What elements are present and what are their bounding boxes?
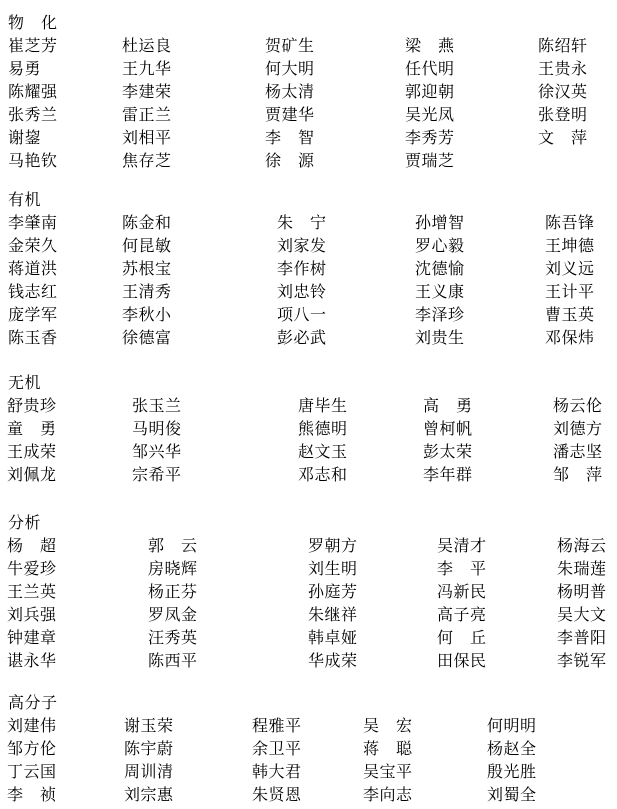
person-name: 孙增智 [415, 213, 465, 232]
name-row [0, 397, 617, 420]
name-row [0, 466, 617, 489]
person-name: 王贵永 [538, 59, 588, 78]
person-name: 杜运良 [122, 36, 172, 55]
person-name: 王坤德 [545, 236, 595, 255]
person-name: 高子亮 [437, 605, 487, 624]
person-name: 贾瑞芝 [405, 151, 455, 170]
person-name: 李作树 [277, 259, 327, 278]
person-name: 刘佩龙 [7, 465, 57, 484]
person-name: 王计平 [545, 282, 595, 301]
person-name: 韩卓娅 [308, 628, 358, 647]
person-name: 刘兵强 [7, 605, 57, 624]
person-name: 宗希平 [132, 465, 182, 484]
person-name: 陈金和 [122, 213, 172, 232]
person-name: 朱 宁 [277, 213, 327, 232]
person-name: 余卫平 [252, 739, 302, 758]
person-name: 陈耀强 [8, 82, 58, 101]
person-name: 杨正芬 [148, 582, 198, 601]
person-name: 邹方伦 [7, 739, 57, 758]
person-name: 邹兴华 [132, 442, 182, 461]
person-name: 刘家发 [277, 236, 327, 255]
name-row [0, 260, 617, 283]
name-row [0, 629, 617, 652]
person-name: 牛爱珍 [7, 559, 57, 578]
person-name: 谢玉荣 [124, 716, 174, 735]
section-title: 无机 [8, 373, 42, 392]
person-name: 朱贤恩 [252, 785, 302, 804]
person-name: 郭迎朝 [405, 82, 455, 101]
name-row [0, 717, 617, 740]
person-name: 王成荣 [7, 442, 57, 461]
person-name: 何昆敏 [122, 236, 172, 255]
name-row [0, 560, 617, 583]
section-title: 高分子 [8, 693, 58, 712]
person-name: 朱瑞莲 [557, 559, 607, 578]
person-name: 陈宇蔚 [124, 739, 174, 758]
person-name: 何明明 [487, 716, 537, 735]
person-name: 周训清 [124, 762, 174, 781]
section-title: 分析 [8, 513, 42, 532]
person-name: 庞学军 [8, 305, 58, 324]
person-name: 杨明普 [557, 582, 607, 601]
person-name: 华成荣 [308, 651, 358, 670]
person-name: 李秋小 [122, 305, 172, 324]
name-row [0, 537, 617, 560]
name-row [0, 763, 617, 786]
person-name: 程雅平 [252, 716, 302, 735]
person-name: 殷光胜 [487, 762, 537, 781]
person-name: 刘生明 [308, 559, 358, 578]
person-name: 刘忠铃 [277, 282, 327, 301]
person-name: 焦存芝 [122, 151, 172, 170]
person-name: 李锐军 [557, 651, 607, 670]
person-name: 徐德富 [122, 328, 172, 347]
person-name: 钱志红 [8, 282, 58, 301]
name-row [0, 443, 617, 466]
person-name: 朱继祥 [308, 605, 358, 624]
person-name: 刘蜀全 [487, 785, 537, 804]
name-row [0, 214, 617, 237]
name-row [0, 106, 617, 129]
person-name: 邓保炜 [545, 328, 595, 347]
person-name: 邹 萍 [553, 465, 603, 484]
person-name: 孙庭芳 [308, 582, 358, 601]
person-name: 刘义远 [545, 259, 595, 278]
person-name: 舒贵珍 [7, 396, 57, 415]
person-name: 任代明 [405, 59, 455, 78]
person-name: 彭必武 [277, 328, 327, 347]
person-name: 丁云国 [7, 762, 57, 781]
name-row [0, 652, 617, 675]
person-name: 何大明 [265, 59, 315, 78]
person-name: 曹玉英 [545, 305, 595, 324]
person-name: 刘宗惠 [124, 785, 174, 804]
person-name: 谢鋆 [8, 128, 42, 147]
person-name: 项八一 [277, 305, 327, 324]
person-name: 李泽珍 [415, 305, 465, 324]
person-name: 邓志和 [298, 465, 348, 484]
person-name: 钟建章 [7, 628, 57, 647]
person-name: 王义康 [415, 282, 465, 301]
person-name: 苏根宝 [122, 259, 172, 278]
person-name: 何 丘 [437, 628, 487, 647]
name-row [0, 237, 617, 260]
person-name: 曾柯帆 [423, 419, 473, 438]
person-name: 文 萍 [538, 128, 588, 147]
person-name: 谌永华 [7, 651, 57, 670]
person-name: 吴清才 [437, 536, 487, 555]
person-name: 易勇 [8, 59, 42, 78]
person-name: 刘德方 [553, 419, 603, 438]
person-name: 熊德明 [298, 419, 348, 438]
person-name: 李秀芳 [405, 128, 455, 147]
person-name: 张玉兰 [132, 396, 182, 415]
name-row [0, 283, 617, 306]
person-name: 郭 云 [148, 536, 198, 555]
person-name: 陈吾锋 [545, 213, 595, 232]
person-name: 李建荣 [122, 82, 172, 101]
person-name: 雷正兰 [122, 105, 172, 124]
person-name: 汪秀英 [148, 628, 198, 647]
person-name: 杨太清 [265, 82, 315, 101]
person-name: 梁 燕 [405, 36, 455, 55]
person-name: 陈西平 [148, 651, 198, 670]
person-name: 陈玉香 [8, 328, 58, 347]
name-row [0, 606, 617, 629]
person-name: 唐毕生 [298, 396, 348, 415]
person-name: 冯新民 [437, 582, 487, 601]
person-name: 田保民 [437, 651, 487, 670]
person-name: 刘建伟 [7, 716, 57, 735]
section-title: 物 化 [8, 13, 58, 32]
person-name: 彭太荣 [423, 442, 473, 461]
person-name: 马艳钦 [8, 151, 58, 170]
person-name: 贺矿生 [265, 36, 315, 55]
name-row [0, 37, 617, 60]
person-name: 张登明 [538, 105, 588, 124]
name-row [0, 583, 617, 606]
person-name: 张秀兰 [8, 105, 58, 124]
person-name: 韩大君 [252, 762, 302, 781]
person-name: 沈德愉 [415, 259, 465, 278]
person-name: 蒋道洪 [8, 259, 58, 278]
person-name: 崔芝芳 [8, 36, 58, 55]
person-name: 罗凤金 [148, 605, 198, 624]
name-row [0, 740, 617, 763]
person-name: 马明俊 [132, 419, 182, 438]
name-row [0, 329, 617, 352]
person-name: 徐 源 [265, 151, 315, 170]
person-name: 李普阳 [557, 628, 607, 647]
person-name: 罗朝方 [308, 536, 358, 555]
person-name: 徐汉英 [538, 82, 588, 101]
person-name: 金荣久 [8, 236, 58, 255]
person-name: 王清秀 [122, 282, 172, 301]
name-row [0, 83, 617, 106]
person-name: 王九华 [122, 59, 172, 78]
person-name: 赵文玉 [298, 442, 348, 461]
person-name: 杨 超 [7, 536, 57, 555]
name-row [0, 306, 617, 329]
person-name: 杨赵全 [487, 739, 537, 758]
person-name: 吴大文 [557, 605, 607, 624]
person-name: 李向志 [363, 785, 413, 804]
person-name: 李 平 [437, 559, 487, 578]
person-name: 潘志坚 [553, 442, 603, 461]
name-row [0, 129, 617, 152]
person-name: 李 祯 [7, 785, 57, 804]
person-name: 吴光凤 [405, 105, 455, 124]
person-name: 吴 宏 [363, 716, 413, 735]
person-name: 李年群 [423, 465, 473, 484]
name-row [0, 60, 617, 83]
person-name: 杨海云 [557, 536, 607, 555]
person-name: 刘贵生 [415, 328, 465, 347]
name-row [0, 420, 617, 443]
person-name: 罗心毅 [415, 236, 465, 255]
person-name: 陈绍轩 [538, 36, 588, 55]
name-row [0, 786, 617, 809]
person-name: 李肇南 [8, 213, 58, 232]
person-name: 吴宝平 [363, 762, 413, 781]
person-name: 刘相平 [122, 128, 172, 147]
person-name: 蒋 聪 [363, 739, 413, 758]
person-name: 童 勇 [7, 419, 57, 438]
person-name: 李 智 [265, 128, 315, 147]
person-name: 房晓辉 [148, 559, 198, 578]
person-name: 杨云伦 [553, 396, 603, 415]
name-row [0, 152, 617, 175]
person-name: 高 勇 [423, 396, 473, 415]
person-name: 贾建华 [265, 105, 315, 124]
person-name: 王兰英 [7, 582, 57, 601]
section-title: 有机 [8, 190, 42, 209]
